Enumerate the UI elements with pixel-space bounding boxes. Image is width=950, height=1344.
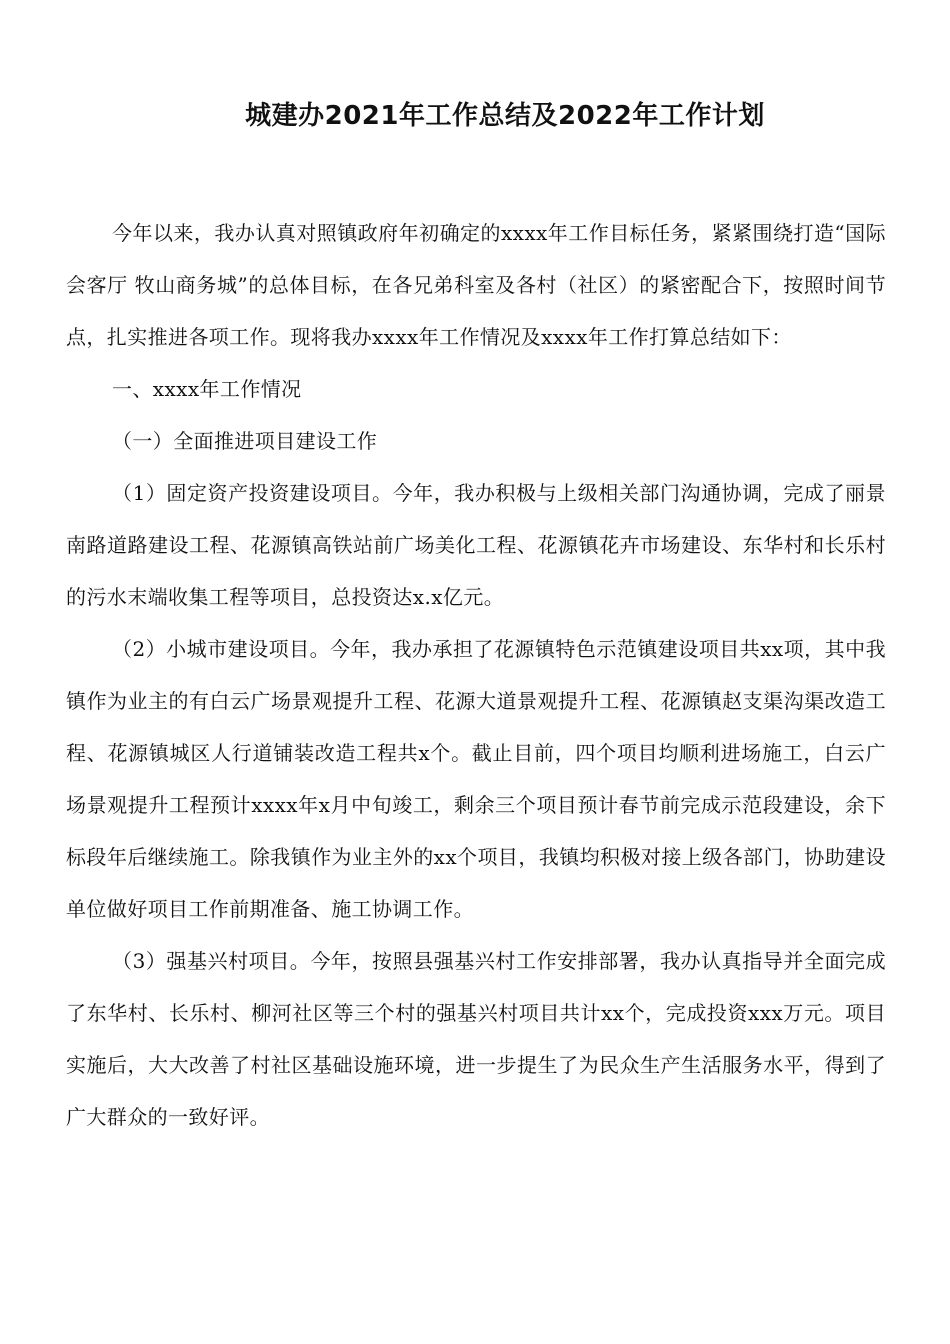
- document-title: 城建办2021年工作总结及2022年工作计划: [245, 101, 765, 131]
- subsection-heading: （一）全面推进项目建设工作: [112, 429, 378, 453]
- item-paragraph-small-city: （2）小城市建设项目。今年，我办承担了花源镇特色示范镇建设项目共xx项，其中我镇作为业主的有白云广场景观提升工程、花源大道景观提升工程、花源镇赵支渠沟渠改造工程、花源镇城区人行道铺装改造工程共x个。截止目前，四个项目均顺利进场施工，白云广场景观提升工程预计xxxx年x月中旬竣工，剩余三个项目预计春节前完成示范段建设，余下标段年后继续施工。除我镇作为业主外的xx个项目，我镇均积极对接上级各部门，协助建设单位做好项目工作前期准备、施工协调工作。: [66, 637, 886, 921]
- item-paragraph-village: （3）强基兴村项目。今年，按照县强基兴村工作安排部署，我办认真指导并全面完成了东华村、长乐村、柳河社区等三个村的强基兴村项目共计xx个，完成投资xxx万元。项目实施后，大大改善了村社区基础设施环境，进一步提生了为民众生产生活服务水平，得到了广大群众的一致好评。: [66, 949, 886, 1129]
- intro-paragraph: 今年以来，我办认真对照镇政府年初确定的xxxx年工作目标任务，紧紧围绕打造“国际会客厅 牧山商务城”的总体目标，在各兄弟科室及各村（社区）的紧密配合下，按照时间节点，扎实推进各项工作。现将我办xxxx年工作情况及xxxx年工作打算总结如下：: [66, 221, 886, 349]
- document-body: [66, 207, 886, 1143]
- item-paragraph-fixed-asset: （1）固定资产投资建设项目。今年，我办积极与上级相关部门沟通协调，完成了丽景南路道路建设工程、花源镇高铁站前广场美化工程、花源镇花卉市场建设、东华村和长乐村的污水末端收集工程等项目，总投资达x.x亿元。: [66, 481, 886, 609]
- section-heading: 一、xxxx年工作情况: [112, 377, 302, 401]
